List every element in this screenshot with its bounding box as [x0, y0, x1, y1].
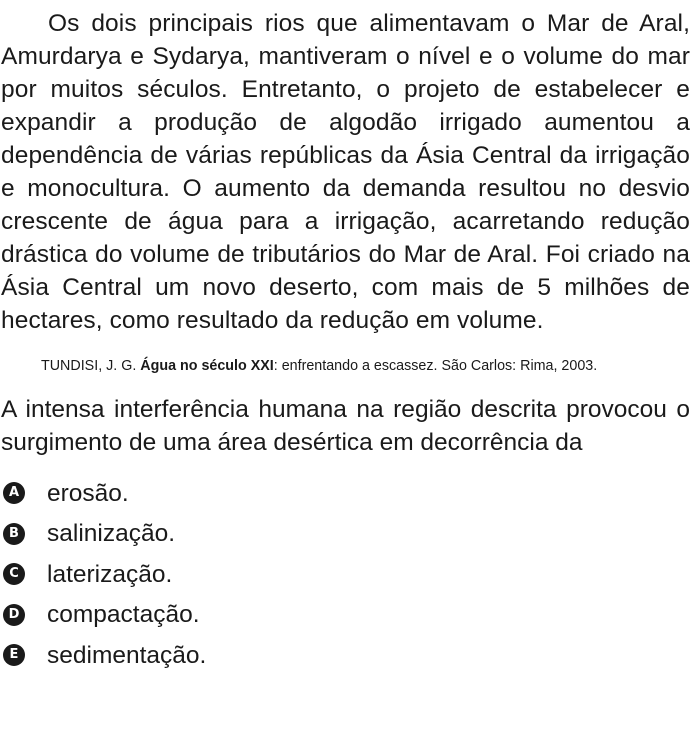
citation-rest: : enfrentando a escassez. São Carlos: Rima, 2003. [273, 358, 598, 374]
option-e[interactable] [1, 635, 690, 676]
option-e-text: sedimentação. [47, 641, 207, 669]
option-e-badge-icon: E [3, 644, 25, 666]
option-a-badge-icon: A [3, 482, 25, 504]
option-c-badge-icon: C [3, 563, 25, 585]
citation-author: TUNDISI, J. G. [41, 358, 141, 374]
citation-title: Água no século XXI [140, 358, 274, 374]
option-c[interactable] [1, 554, 690, 595]
question-text: A intensa interferência humana na região descrita provocou o surgimento de uma área desértica em decorrência da [1, 396, 690, 456]
option-b-badge-icon: B [3, 523, 25, 545]
option-a[interactable] [1, 473, 690, 514]
answer-options [1, 473, 690, 676]
citation [1, 355, 690, 377]
option-d-badge-icon: D [3, 604, 25, 626]
passage-text: Os dois principais rios que alimentavam o Mar de Aral, Amurdarya e Sydarya, mantiveram o nível e o volume do mar por muitos séculos. Entretanto, o projeto de estabelecer e expandir a produção de algodão irrigado aumentou a dependência de várias repúblicas da Ásia Central da irrigação e monocultura. O aumento da demanda resultou no desvio crescente de água para a irrigação, acarretando redução drástica do volume de tributários do Mar de Aral. Foi criado na Ásia Central um novo deserto, com mais de 5 milhões de hectares, como resultado da redução em volume. [1, 10, 690, 334]
option-a-text: erosão. [47, 479, 129, 507]
option-b-text: salinização. [47, 520, 176, 548]
option-b[interactable] [1, 514, 690, 555]
option-d-text: compactação. [47, 601, 200, 629]
option-d[interactable] [1, 595, 690, 636]
option-c-text: laterização. [47, 560, 173, 588]
